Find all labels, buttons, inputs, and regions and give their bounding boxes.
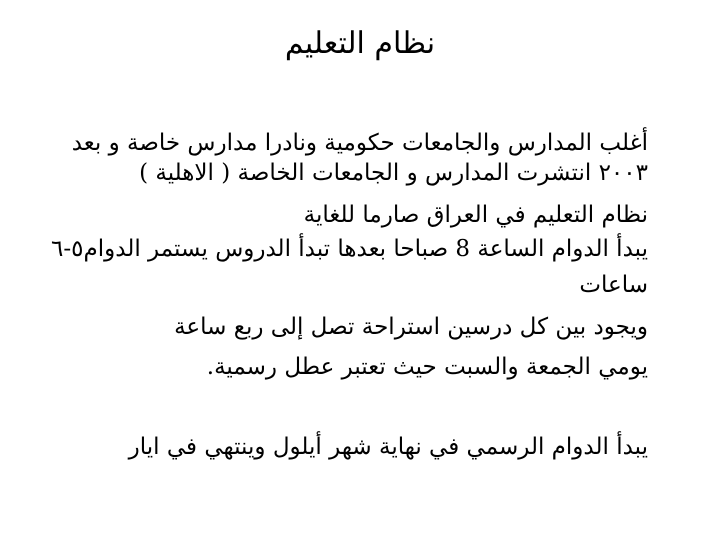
- text-line-1: أغلب المدارس والجامعات حكومية ونادرا مدارس خاصة و بعد: [71, 130, 648, 156]
- text-line-5: ساعات: [579, 272, 648, 298]
- text-line-4: يبدأ الدوام الساعة 8 صباحا بعدها تبدأ الدروس يستمر الدوام٥-٦: [51, 236, 648, 262]
- text-line-3: نظام التعليم في العراق صارما للغاية: [303, 202, 648, 228]
- text-line-7: يومي الجمعة والسبت حيث تعتبر عطل رسمية.: [206, 354, 648, 380]
- slide-title: نظام التعليم: [284, 26, 436, 61]
- text-line-6: ويجود بين كل درسين استراحة تصل إلى ربع ساعة: [174, 314, 648, 340]
- text-line-8: يبدأ الدوام الرسمي في نهاية شهر أيلول وينتهي في ايار: [128, 434, 648, 460]
- text-line-2: ٢٠٠٣ انتشرت المدارس و الجامعات الخاصة ( الاهلية ): [139, 160, 648, 186]
